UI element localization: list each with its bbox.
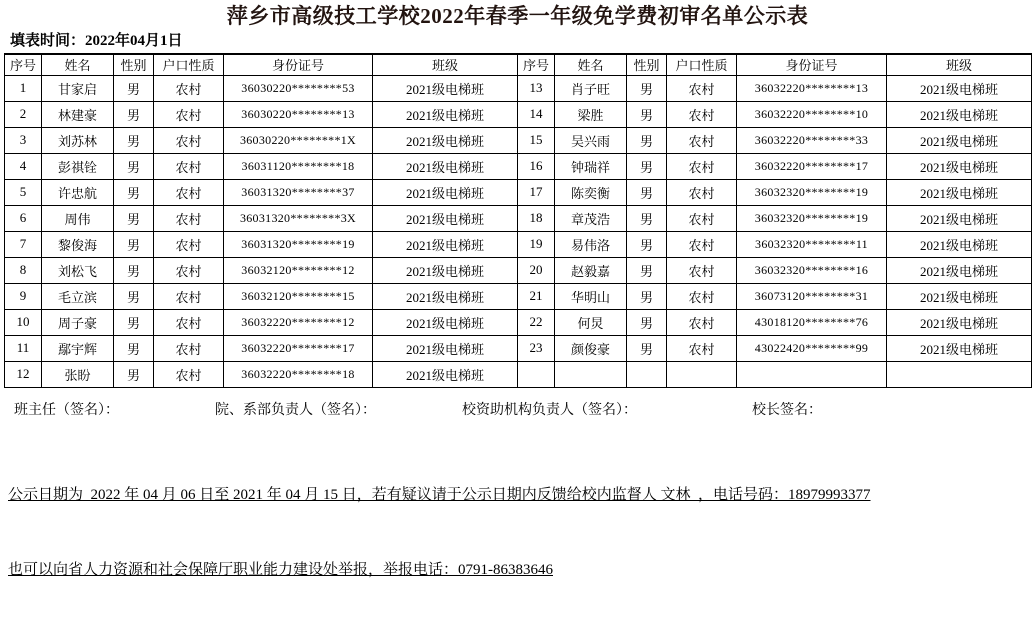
table-cell: 21 bbox=[518, 283, 555, 309]
table-cell: 43018120********76 bbox=[737, 309, 887, 335]
table-row bbox=[5, 361, 1032, 387]
table-cell: 男 bbox=[627, 179, 667, 205]
table-cell: 农村 bbox=[154, 127, 224, 153]
table-cell: 农村 bbox=[667, 335, 737, 361]
table-row bbox=[5, 309, 1032, 335]
table-cell: 2021级电梯班 bbox=[887, 257, 1032, 283]
table-cell: 2021级电梯班 bbox=[373, 231, 518, 257]
table-cell: 2021级电梯班 bbox=[887, 231, 1032, 257]
table-cell: 男 bbox=[114, 335, 154, 361]
table-cell: 男 bbox=[627, 335, 667, 361]
col-header-id: 身份证号 bbox=[737, 54, 887, 75]
table-cell: 36032220********18 bbox=[224, 361, 373, 387]
table-cell: 36032220********33 bbox=[737, 127, 887, 153]
table-cell: 何炅 bbox=[555, 309, 627, 335]
table-cell: 黎俊海 bbox=[42, 231, 114, 257]
table-cell: 36031120********18 bbox=[224, 153, 373, 179]
table-cell: 颜俊豪 bbox=[555, 335, 627, 361]
signature-label-head-teacher: 班主任（签名）： bbox=[14, 402, 119, 418]
table-cell: 2021级电梯班 bbox=[887, 335, 1032, 361]
table-cell: 农村 bbox=[667, 205, 737, 231]
col-header-class: 班级 bbox=[887, 54, 1032, 75]
table-cell: 鄢宇辉 bbox=[42, 335, 114, 361]
public-notice bbox=[8, 433, 1035, 633]
table-cell: 2021级电梯班 bbox=[373, 283, 518, 309]
notice-line-2: 也可以向省人力资源和社会保障厅职业能力建设处举报，举报电话：0791-86383646 bbox=[8, 561, 553, 578]
table-cell: 男 bbox=[114, 75, 154, 101]
table-cell: 男 bbox=[114, 101, 154, 127]
table-cell: 36030220********1X bbox=[224, 127, 373, 153]
table-cell: 43022420********99 bbox=[737, 335, 887, 361]
table-cell bbox=[627, 361, 667, 387]
table-cell: 易伟洛 bbox=[555, 231, 627, 257]
table-cell: 36032320********19 bbox=[737, 179, 887, 205]
table-cell: 6 bbox=[5, 205, 42, 231]
table-cell: 2021级电梯班 bbox=[887, 309, 1032, 335]
table-cell: 36073120********31 bbox=[737, 283, 887, 309]
col-header-residence: 户口性质 bbox=[667, 54, 737, 75]
table-cell: 男 bbox=[627, 283, 667, 309]
table-row bbox=[5, 205, 1032, 231]
table-cell: 彭祺铨 bbox=[42, 153, 114, 179]
table-cell: 农村 bbox=[154, 361, 224, 387]
table-cell: 4 bbox=[5, 153, 42, 179]
table-cell: 刘苏林 bbox=[42, 127, 114, 153]
table-cell: 张盼 bbox=[42, 361, 114, 387]
table-cell: 农村 bbox=[154, 335, 224, 361]
table-cell: 5 bbox=[5, 179, 42, 205]
table-body bbox=[5, 75, 1032, 387]
table-row bbox=[5, 335, 1032, 361]
table-cell bbox=[737, 361, 887, 387]
table-row bbox=[5, 257, 1032, 283]
table-row bbox=[5, 101, 1032, 127]
table-cell: 赵毅嘉 bbox=[555, 257, 627, 283]
table-cell: 农村 bbox=[667, 153, 737, 179]
table-cell bbox=[667, 361, 737, 387]
table-cell: 男 bbox=[114, 153, 154, 179]
table-cell bbox=[887, 361, 1032, 387]
signature-label-department-head: 院、系部负责人（签名）： bbox=[215, 402, 376, 418]
table-cell: 2021级电梯班 bbox=[887, 283, 1032, 309]
table-cell: 陈奕衡 bbox=[555, 179, 627, 205]
signature-label-principal: 校长签名： bbox=[752, 402, 822, 418]
table-cell: 许忠航 bbox=[42, 179, 114, 205]
table-cell: 农村 bbox=[667, 309, 737, 335]
table-row bbox=[5, 153, 1032, 179]
table-cell: 钟瑞祥 bbox=[555, 153, 627, 179]
col-header-no: 序号 bbox=[5, 54, 42, 75]
table-cell: 男 bbox=[114, 283, 154, 309]
table-cell: 17 bbox=[518, 179, 555, 205]
table-cell: 周伟 bbox=[42, 205, 114, 231]
table-cell: 吴兴雨 bbox=[555, 127, 627, 153]
table-cell: 2021级电梯班 bbox=[887, 101, 1032, 127]
table-row bbox=[5, 75, 1032, 101]
table-row bbox=[5, 127, 1032, 153]
table-cell: 36032320********11 bbox=[737, 231, 887, 257]
table-cell: 农村 bbox=[154, 283, 224, 309]
table-cell: 2021级电梯班 bbox=[373, 361, 518, 387]
table-cell: 男 bbox=[627, 75, 667, 101]
signature-row bbox=[0, 399, 1035, 419]
table-cell: 男 bbox=[114, 309, 154, 335]
table-cell: 18 bbox=[518, 205, 555, 231]
table-cell: 10 bbox=[5, 309, 42, 335]
table-cell: 男 bbox=[627, 153, 667, 179]
table-cell: 11 bbox=[5, 335, 42, 361]
table-cell: 36032320********16 bbox=[737, 257, 887, 283]
table-cell: 14 bbox=[518, 101, 555, 127]
col-header-gender: 性别 bbox=[627, 54, 667, 75]
table-cell: 男 bbox=[627, 231, 667, 257]
table-cell: 36032220********12 bbox=[224, 309, 373, 335]
table-cell: 农村 bbox=[667, 179, 737, 205]
table-cell: 2021级电梯班 bbox=[373, 257, 518, 283]
table-cell: 农村 bbox=[154, 309, 224, 335]
col-header-gender: 性别 bbox=[114, 54, 154, 75]
table-cell: 2021级电梯班 bbox=[887, 205, 1032, 231]
table-cell: 男 bbox=[627, 127, 667, 153]
table-cell: 男 bbox=[627, 205, 667, 231]
table-cell: 36031320********19 bbox=[224, 231, 373, 257]
table-cell: 2021级电梯班 bbox=[373, 179, 518, 205]
table-cell: 36032120********15 bbox=[224, 283, 373, 309]
table-cell: 36031320********3X bbox=[224, 205, 373, 231]
table-row bbox=[5, 283, 1032, 309]
table-cell: 农村 bbox=[667, 127, 737, 153]
table-cell: 农村 bbox=[667, 283, 737, 309]
table-cell: 男 bbox=[627, 309, 667, 335]
fill-date-label: 填表时间：2022年04月1日 bbox=[10, 33, 183, 49]
roster-table bbox=[4, 53, 1032, 388]
table-cell: 周子豪 bbox=[42, 309, 114, 335]
table-cell: 男 bbox=[114, 205, 154, 231]
col-header-residence: 户口性质 bbox=[154, 54, 224, 75]
table-cell: 2021级电梯班 bbox=[887, 127, 1032, 153]
table-cell: 农村 bbox=[154, 231, 224, 257]
table-cell: 农村 bbox=[667, 231, 737, 257]
table-cell: 2021级电梯班 bbox=[373, 335, 518, 361]
table-cell: 2021级电梯班 bbox=[373, 75, 518, 101]
table-cell: 男 bbox=[627, 101, 667, 127]
table-cell: 12 bbox=[5, 361, 42, 387]
table-cell: 36030220********13 bbox=[224, 101, 373, 127]
table-cell: 2021级电梯班 bbox=[887, 179, 1032, 205]
table-cell: 2021级电梯班 bbox=[887, 153, 1032, 179]
table-cell: 男 bbox=[627, 257, 667, 283]
table-row bbox=[5, 179, 1032, 205]
table-cell: 13 bbox=[518, 75, 555, 101]
table-cell: 8 bbox=[5, 257, 42, 283]
table-cell: 农村 bbox=[154, 153, 224, 179]
table-cell: 林建豪 bbox=[42, 101, 114, 127]
col-header-id: 身份证号 bbox=[224, 54, 373, 75]
table-cell: 15 bbox=[518, 127, 555, 153]
table-cell: 36032220********17 bbox=[224, 335, 373, 361]
col-header-name: 姓名 bbox=[42, 54, 114, 75]
table-cell: 肖子旺 bbox=[555, 75, 627, 101]
table-cell: 2021级电梯班 bbox=[887, 75, 1032, 101]
table-cell: 2021级电梯班 bbox=[373, 309, 518, 335]
table-cell: 男 bbox=[114, 231, 154, 257]
table-cell bbox=[555, 361, 627, 387]
table-row bbox=[5, 231, 1032, 257]
table-cell: 刘松飞 bbox=[42, 257, 114, 283]
table-cell: 36032220********10 bbox=[737, 101, 887, 127]
table-cell bbox=[518, 361, 555, 387]
table-cell: 19 bbox=[518, 231, 555, 257]
table-cell: 农村 bbox=[154, 205, 224, 231]
table-cell: 36032220********13 bbox=[737, 75, 887, 101]
table-cell: 农村 bbox=[667, 257, 737, 283]
table-cell: 36030220********53 bbox=[224, 75, 373, 101]
table-cell: 毛立滨 bbox=[42, 283, 114, 309]
table-cell: 36032320********19 bbox=[737, 205, 887, 231]
table-cell: 农村 bbox=[154, 179, 224, 205]
table-cell: 男 bbox=[114, 179, 154, 205]
table-cell: 9 bbox=[5, 283, 42, 309]
page-title: 萍乡市高级技工学校2022年春季一年级免学费初审名单公示表 bbox=[226, 4, 809, 28]
table-cell: 36031320********37 bbox=[224, 179, 373, 205]
table-cell: 章茂浩 bbox=[555, 205, 627, 231]
col-header-class: 班级 bbox=[373, 54, 518, 75]
table-cell: 农村 bbox=[154, 101, 224, 127]
col-header-no: 序号 bbox=[518, 54, 555, 75]
col-header-name: 姓名 bbox=[555, 54, 627, 75]
table-cell: 36032220********17 bbox=[737, 153, 887, 179]
table-cell: 36032120********12 bbox=[224, 257, 373, 283]
table-cell: 华明山 bbox=[555, 283, 627, 309]
table-cell: 7 bbox=[5, 231, 42, 257]
table-cell: 16 bbox=[518, 153, 555, 179]
table-cell: 1 bbox=[5, 75, 42, 101]
table-header-row bbox=[5, 54, 1032, 75]
table-cell: 2021级电梯班 bbox=[373, 153, 518, 179]
signature-label-aid-office-head: 校资助机构负责人（签名）： bbox=[462, 402, 637, 418]
notice-line-1: 公示日期为 2022 年 04 月 06 日至 2021 年 04 月 15 日，若有疑议请于公示日期内反馈给校内监督人 文林 ，电话号码：18979993377 bbox=[8, 486, 871, 503]
table-cell: 2021级电梯班 bbox=[373, 101, 518, 127]
table-cell: 农村 bbox=[667, 75, 737, 101]
table-cell: 甘家启 bbox=[42, 75, 114, 101]
table-cell: 20 bbox=[518, 257, 555, 283]
table-cell: 农村 bbox=[154, 75, 224, 101]
table-cell: 23 bbox=[518, 335, 555, 361]
table-cell: 农村 bbox=[154, 257, 224, 283]
table-cell: 2021级电梯班 bbox=[373, 205, 518, 231]
table-cell: 2 bbox=[5, 101, 42, 127]
table-cell: 3 bbox=[5, 127, 42, 153]
table-cell: 男 bbox=[114, 127, 154, 153]
table-cell: 男 bbox=[114, 257, 154, 283]
table-cell: 梁胜 bbox=[555, 101, 627, 127]
table-cell: 2021级电梯班 bbox=[373, 127, 518, 153]
table-cell: 农村 bbox=[667, 101, 737, 127]
table-cell: 22 bbox=[518, 309, 555, 335]
table-cell: 男 bbox=[114, 361, 154, 387]
